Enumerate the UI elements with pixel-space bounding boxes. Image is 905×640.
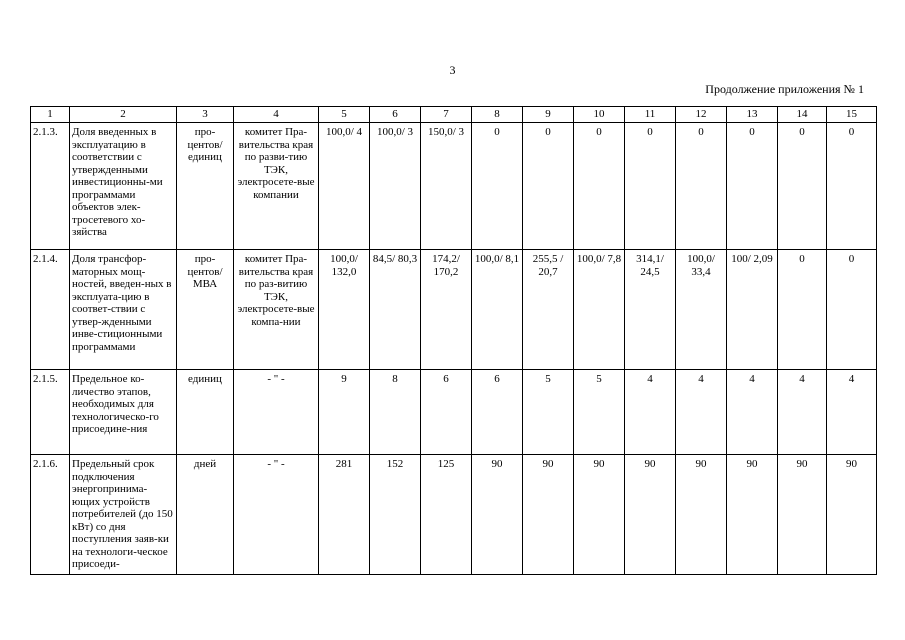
value-cell: 4 <box>778 370 827 455</box>
value-cell: 90 <box>727 455 778 575</box>
value-cell: 152 <box>370 455 421 575</box>
page-number: 3 <box>449 63 456 77</box>
table-row <box>31 123 877 250</box>
value-cell: 0 <box>676 123 727 250</box>
value-cell: 4 <box>727 370 778 455</box>
value-cell: 6 <box>472 370 523 455</box>
value-cell: 4 <box>676 370 727 455</box>
table-row <box>31 455 877 575</box>
value-cell: 90 <box>523 455 574 575</box>
value-cell: 90 <box>778 455 827 575</box>
value-cell: 0 <box>523 123 574 250</box>
value-cell: 4 <box>827 370 877 455</box>
value-cell: 100,0/ 33,4 <box>676 250 727 370</box>
header-cell: 14 <box>778 107 827 123</box>
value-cell: 0 <box>778 250 827 370</box>
indicator-name: Доля введенных в эксплуатацию в соответствии с утвержденными инвестиционны-ми программами объектов элек-тросетевого хо-зяйства <box>70 123 177 250</box>
value-cell: 0 <box>574 123 625 250</box>
header-cell: 11 <box>625 107 676 123</box>
responsible-cell: - " - <box>234 370 319 455</box>
responsible-cell: - " - <box>234 455 319 575</box>
header-cell: 10 <box>574 107 625 123</box>
indicators-table <box>30 106 877 575</box>
value-cell: 0 <box>727 123 778 250</box>
value-cell: 281 <box>319 455 370 575</box>
row-number: 2.1.5. <box>31 370 70 455</box>
value-cell: 125 <box>421 455 472 575</box>
row-number: 2.1.3. <box>31 123 70 250</box>
header-cell: 1 <box>31 107 70 123</box>
table-row <box>31 250 877 370</box>
value-cell: 100,0/ 4 <box>319 123 370 250</box>
value-cell: 0 <box>827 123 877 250</box>
value-cell: 84,5/ 80,3 <box>370 250 421 370</box>
value-cell: 0 <box>472 123 523 250</box>
value-cell: 100/ 2,09 <box>727 250 778 370</box>
header-cell: 6 <box>370 107 421 123</box>
value-cell: 90 <box>574 455 625 575</box>
table-row <box>31 370 877 455</box>
value-cell: 100,0/ 8,1 <box>472 250 523 370</box>
value-cell: 90 <box>676 455 727 575</box>
value-cell: 100,0/ 7,8 <box>574 250 625 370</box>
header-cell: 4 <box>234 107 319 123</box>
header-cell: 9 <box>523 107 574 123</box>
value-cell: 150,0/ 3 <box>421 123 472 250</box>
value-cell: 9 <box>319 370 370 455</box>
value-cell: 0 <box>827 250 877 370</box>
responsible-cell: комитет Пра-вительства края по разви-тию ТЭК, электросете-вые компании <box>234 123 319 250</box>
unit-cell: про-центов/ единиц <box>177 123 234 250</box>
continuation-note: Продолжение приложения № 1 <box>705 82 864 96</box>
header-cell: 15 <box>827 107 877 123</box>
header-row <box>31 107 877 123</box>
value-cell: 90 <box>472 455 523 575</box>
header-cell: 13 <box>727 107 778 123</box>
value-cell: 100,0/ 132,0 <box>319 250 370 370</box>
value-cell: 174,2/ 170,2 <box>421 250 472 370</box>
indicator-name: Предельный срок подключения энергопринима-ющих устройств потребителей (до 150 кВт) со дня поступления заяв-ки на технологи-ческое присоеди- <box>70 455 177 575</box>
value-cell: 5 <box>523 370 574 455</box>
value-cell: 90 <box>827 455 877 575</box>
header-cell: 12 <box>676 107 727 123</box>
value-cell: 6 <box>421 370 472 455</box>
value-cell: 5 <box>574 370 625 455</box>
value-cell: 0 <box>778 123 827 250</box>
value-cell: 0 <box>625 123 676 250</box>
indicator-name: Доля трансфор-маторных мощ-ностей, введен-ных в эксплуата-цию в соответ-ствии с утвер-жденными инве-стиционными программами <box>70 250 177 370</box>
value-cell: 255,5 / 20,7 <box>523 250 574 370</box>
header-cell: 2 <box>70 107 177 123</box>
value-cell: 90 <box>625 455 676 575</box>
header-cell: 7 <box>421 107 472 123</box>
value-cell: 314,1/ 24,5 <box>625 250 676 370</box>
header-cell: 3 <box>177 107 234 123</box>
unit-cell: единиц <box>177 370 234 455</box>
row-number: 2.1.4. <box>31 250 70 370</box>
unit-cell: про-центов/ МВА <box>177 250 234 370</box>
row-number: 2.1.6. <box>31 455 70 575</box>
value-cell: 4 <box>625 370 676 455</box>
value-cell: 100,0/ 3 <box>370 123 421 250</box>
header-cell: 8 <box>472 107 523 123</box>
unit-cell: дней <box>177 455 234 575</box>
value-cell: 8 <box>370 370 421 455</box>
responsible-cell: комитет Пра-вительства края по раз-витию ТЭК, электросете-вые компа-нии <box>234 250 319 370</box>
header-cell: 5 <box>319 107 370 123</box>
indicator-name: Предельное ко-личество этапов, необходимых для технологическо-го присоедине-ния <box>70 370 177 455</box>
